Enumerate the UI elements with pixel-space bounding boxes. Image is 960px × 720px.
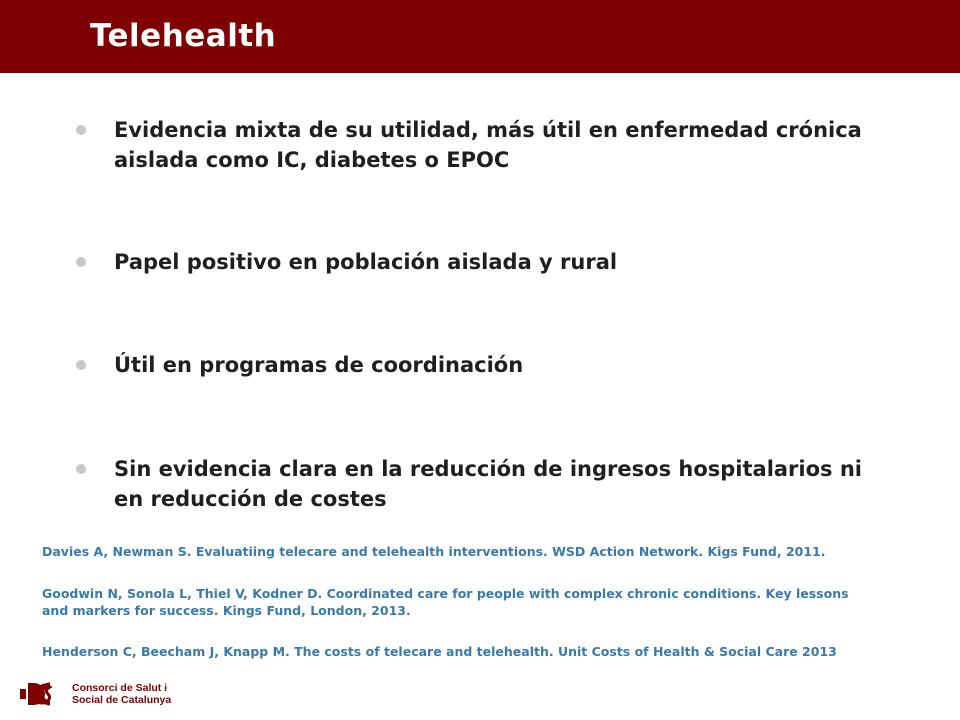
- reference-item: Henderson C, Beecham J, Knapp M. The costs of telecare and telehealth. Unit Costs of Health & Social Care 2013: [42, 644, 837, 659]
- title-bar: [0, 0, 960, 73]
- bullet-dot-icon: [76, 360, 86, 370]
- reference-item: Goodwin N, Sonola L, Thiel V, Kodner D. Coordinated care for people with complex chronic conditions. Key lessons and markers for success. Kings Fund, London, 2013.: [42, 586, 849, 618]
- csc-logo-icon: [20, 681, 64, 707]
- bullet-item: [76, 454, 876, 514]
- bullet-item: [76, 115, 876, 175]
- bullet-text: Sin evidencia clara en la reducción de ingresos hospitalarios ni en reducción de costes: [114, 457, 863, 511]
- logo-text: [72, 682, 171, 706]
- bullet-text: Útil en programas de coordinación: [114, 353, 524, 377]
- slide-title: Telehealth: [90, 18, 277, 54]
- reference-item: Davies A, Newman S. Evaluatiing telecare and telehealth interventions. WSD Action Network. Kigs Fund, 2011.: [42, 544, 826, 559]
- bullet-dot-icon: [76, 257, 86, 267]
- logo-line-2: Social de Catalunya: [72, 694, 172, 706]
- bullet-dot-icon: [76, 125, 86, 135]
- bullet-text: Evidencia mixta de su utilidad, más útil en enfermedad crónica aislada como IC, diabetes o EPOC: [114, 118, 862, 172]
- footer-logo: [20, 680, 171, 708]
- bullet-dot-icon: [76, 464, 86, 474]
- bullet-item: [76, 350, 876, 380]
- logo-line-1: Consorci de Salut i: [72, 682, 168, 694]
- bullet-item: [76, 247, 876, 277]
- bullet-text: Papel positivo en población aislada y rural: [114, 250, 618, 274]
